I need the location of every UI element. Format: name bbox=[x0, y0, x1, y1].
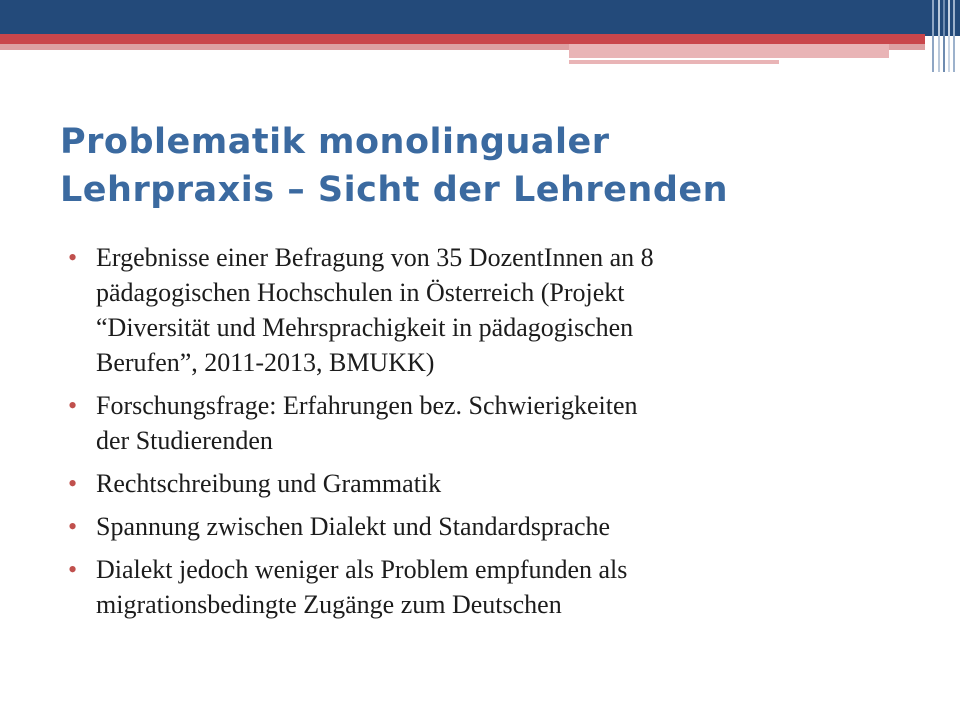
header-stripes bbox=[928, 0, 960, 72]
slide-title bbox=[60, 118, 920, 214]
bullet-icon: • bbox=[68, 391, 78, 420]
bullet-text-line: Dialekt jedoch weniger als Problem empfunden als bbox=[96, 555, 628, 584]
header-accent-line bbox=[569, 60, 779, 64]
bullet-text-line: migrationsbedingte Zugänge zum Deutschen bbox=[96, 590, 562, 619]
bullet-text-line: Spannung zwischen Dialekt und Standardsprache bbox=[96, 512, 611, 541]
bullet-icon: • bbox=[68, 469, 78, 498]
bullet-text-line: Forschungsfrage: Erfahrungen bez. Schwierigkeiten bbox=[96, 391, 638, 420]
bullet-item bbox=[68, 388, 928, 458]
bullet-text-line: Ergebnisse einer Befragung von 35 DozentInnen an 8 bbox=[96, 243, 654, 272]
bullet-item bbox=[68, 509, 928, 544]
bullet-item bbox=[68, 552, 928, 622]
bullet-text-line: pädagogischen Hochschulen in Österreich (Projekt bbox=[96, 278, 625, 307]
slide-title-line: Lehrpraxis – Sicht der Lehrenden bbox=[60, 170, 729, 210]
header-accent-block bbox=[569, 44, 889, 58]
header-bar bbox=[0, 0, 960, 36]
bullet-list bbox=[68, 240, 928, 630]
bullet-icon: • bbox=[68, 555, 78, 584]
bullet-icon: • bbox=[68, 512, 78, 541]
header-accent-band bbox=[0, 34, 925, 44]
bullet-icon: • bbox=[68, 243, 78, 272]
bullet-item bbox=[68, 466, 928, 501]
bullet-text-line: Berufen”, 2011-2013, BMUKK) bbox=[96, 348, 435, 377]
bullet-text-line: “Diversität und Mehrsprachigkeit in pädagogischen bbox=[96, 313, 634, 342]
slide-title-line: Problematik monolingualer bbox=[60, 122, 610, 162]
bullet-item bbox=[68, 240, 928, 380]
bullet-text-line: der Studierenden bbox=[96, 426, 273, 455]
bullet-text-line: Rechtschreibung und Grammatik bbox=[96, 469, 442, 498]
